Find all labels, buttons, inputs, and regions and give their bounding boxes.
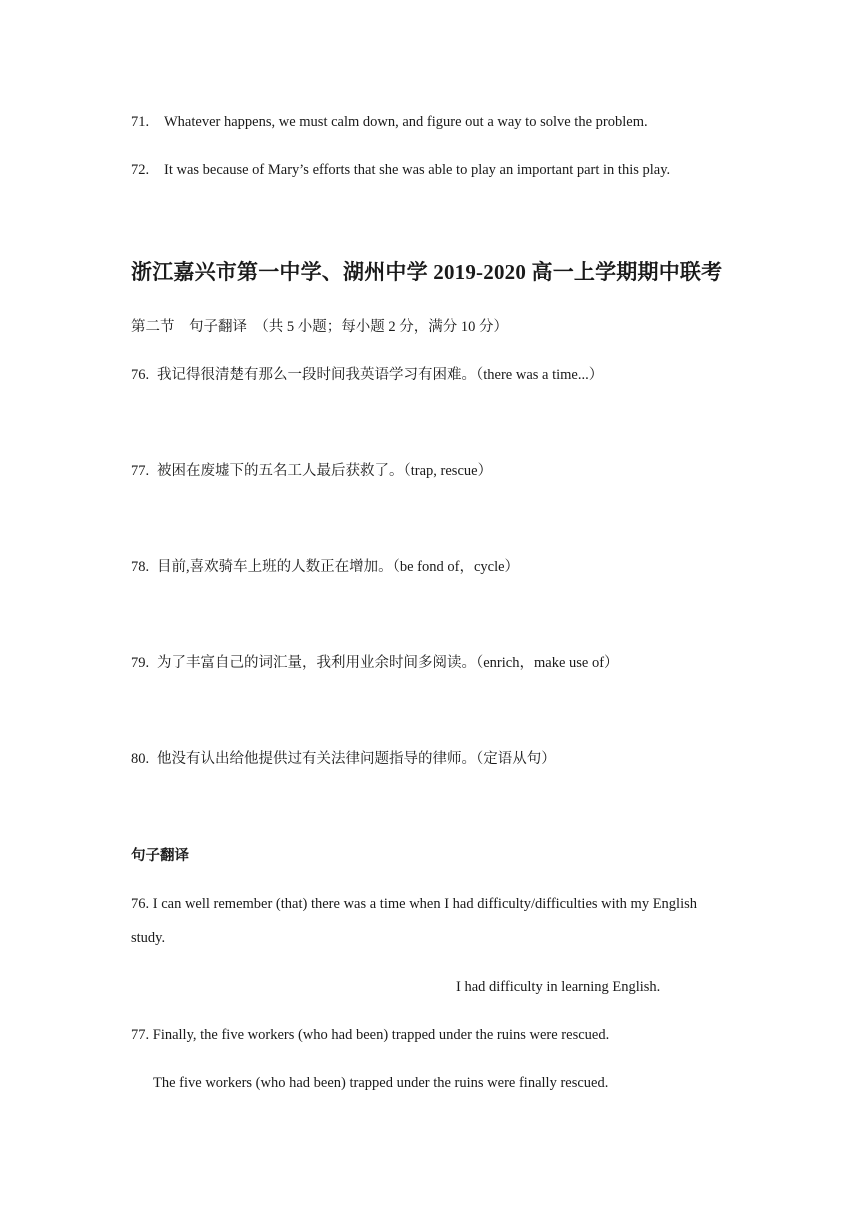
answer-76-alternative: I had difficulty in learning English. — [456, 979, 661, 995]
question-number: 77. — [131, 463, 150, 479]
question-80 — [131, 749, 556, 769]
item-number: 71. — [131, 114, 150, 130]
question-number: 76. — [131, 367, 150, 383]
answers-heading: 句子翻译 — [131, 848, 189, 864]
question-text: 我记得很清楚有那么一段时间我英语学习有困难。（there was a time...） — [157, 367, 604, 383]
item-text: Whatever happens, we must calm down, and figure out a way to solve the problem. — [164, 114, 648, 130]
item-number: 72. — [131, 162, 150, 178]
question-text: 目前,喜欢骑车上班的人数正在增加。（be fond of，cycle） — [157, 559, 520, 575]
question-number: 80. — [131, 751, 150, 767]
item-71 — [131, 112, 648, 132]
question-79 — [131, 653, 619, 673]
question-76 — [131, 365, 603, 385]
section-title: 浙江嘉兴市第一中学、湖州中学 2019-2020 高一上学期期中联考 — [131, 260, 723, 284]
item-text: It was because of Mary’s efforts that she was able to play an important part in this play. — [164, 162, 671, 178]
answer-77-line-1: 77. Finally, the five workers (who had been) trapped under the ruins were rescued. — [131, 1027, 610, 1043]
section-subtitle: 第二节 句子翻译 （共 5 小题；每小题 2 分，满分 10 分） — [131, 319, 508, 335]
question-text: 被困在废墟下的五名工人最后获救了。（trap, rescue） — [157, 463, 493, 479]
item-72 — [131, 160, 670, 180]
question-number: 78. — [131, 559, 150, 575]
answer-77-alternative: The five workers (who had been) trapped under the ruins were finally rescued. — [153, 1075, 609, 1091]
question-text: 他没有认出给他提供过有关法律问题指导的律师。（定语从句） — [157, 751, 556, 767]
question-number: 79. — [131, 655, 150, 671]
question-78 — [131, 557, 519, 577]
question-text: 为了丰富自己的词汇量，我利用业余时间多阅读。（enrich，make use of） — [157, 655, 619, 671]
answer-76-line-1: 76. I can well remember (that) there was a time when I had difficulty/difficulties with my English — [131, 896, 698, 912]
answer-76-line-2: study. — [131, 930, 166, 946]
question-77 — [131, 461, 492, 481]
